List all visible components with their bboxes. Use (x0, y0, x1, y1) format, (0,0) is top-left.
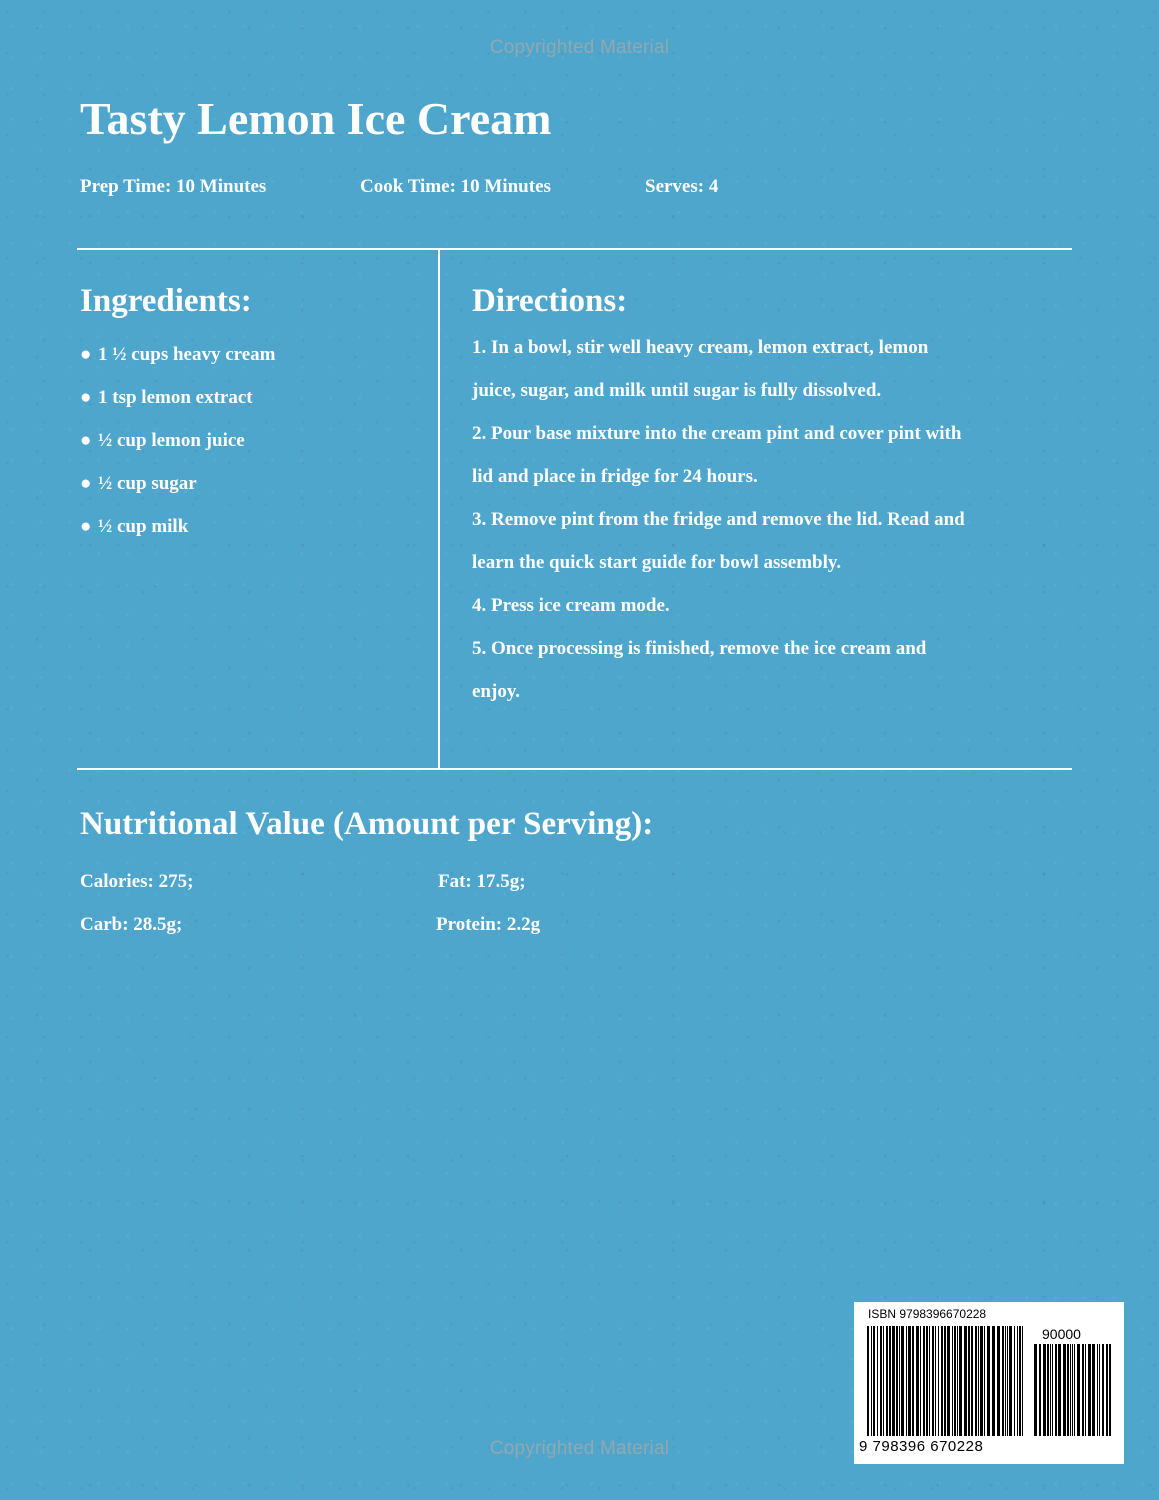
ingredient-item (80, 462, 276, 505)
barcode-bars-icon (867, 1326, 1027, 1436)
direction-line: 4. Press ice cream mode. (472, 595, 670, 616)
ingredient-item (80, 505, 276, 548)
direction-line: 5. Once processing is finished, remove the ice cream and (472, 638, 927, 659)
watermark-bottom: Copyrighted Material (489, 1438, 670, 1459)
divider-vertical (438, 250, 440, 768)
direction-line: lid and place in fridge for 24 hours. (472, 466, 758, 487)
direction-line: 3. Remove pint from the fridge and remove the lid. Read and (472, 509, 965, 530)
serves: Serves: 4 (645, 176, 719, 197)
bullet-icon: ● (80, 473, 92, 494)
recipe-title: Tasty Lemon Ice Cream (80, 93, 552, 144)
ingredient-text: 1 ½ cups heavy cream (98, 344, 276, 365)
bullet-icon: ● (80, 387, 92, 408)
ingredient-text: ½ cup lemon juice (98, 430, 245, 451)
nutrition-heading: Nutritional Value (Amount per Serving): (80, 806, 654, 842)
ingredient-text: ½ cup sugar (98, 473, 197, 494)
direction-line: learn the quick start guide for bowl assembly. (472, 552, 842, 573)
cook-time: Cook Time: 10 Minutes (360, 176, 551, 197)
direction-line: juice, sugar, and milk until sugar is fully dissolved. (472, 380, 882, 401)
divider-bottom (77, 768, 1072, 770)
divider-top (77, 248, 1072, 250)
ingredient-text: ½ cup milk (98, 516, 189, 537)
direction-line: enjoy. (472, 681, 521, 702)
ingredient-item (80, 376, 276, 419)
ingredient-text: 1 tsp lemon extract (98, 387, 253, 408)
nutrition-protein: Protein: 2.2g (436, 914, 541, 935)
price-code: 90000 (1042, 1326, 1081, 1342)
isbn-label: ISBN 9798396670228 (868, 1307, 987, 1321)
bullet-icon: ● (80, 344, 92, 365)
direction-line: 1. In a bowl, stir well heavy cream, lemon extract, lemon (472, 337, 929, 358)
ingredient-item (80, 419, 276, 462)
barcode-addon-bars-icon (1034, 1344, 1112, 1436)
watermark-top: Copyrighted Material (489, 37, 670, 58)
bullet-icon: ● (80, 430, 92, 451)
directions-heading: Directions: (472, 283, 628, 319)
directions-text (472, 326, 1072, 713)
ingredients-heading: Ingredients: (80, 283, 252, 319)
ingredient-item (80, 333, 276, 376)
direction-line: 2. Pour base mixture into the cream pint and cover pint with (472, 423, 962, 444)
nutrition-carb: Carb: 28.5g; (80, 914, 183, 935)
nutrition-calories: Calories: 275; (80, 871, 194, 892)
bullet-icon: ● (80, 516, 92, 537)
prep-time: Prep Time: 10 Minutes (80, 176, 267, 197)
ingredients-list (80, 333, 276, 548)
recipe-meta (0, 176, 1159, 202)
barcode-digits: 9 798396 670228 (859, 1438, 984, 1455)
nutrition-fat: Fat: 17.5g; (438, 871, 526, 892)
